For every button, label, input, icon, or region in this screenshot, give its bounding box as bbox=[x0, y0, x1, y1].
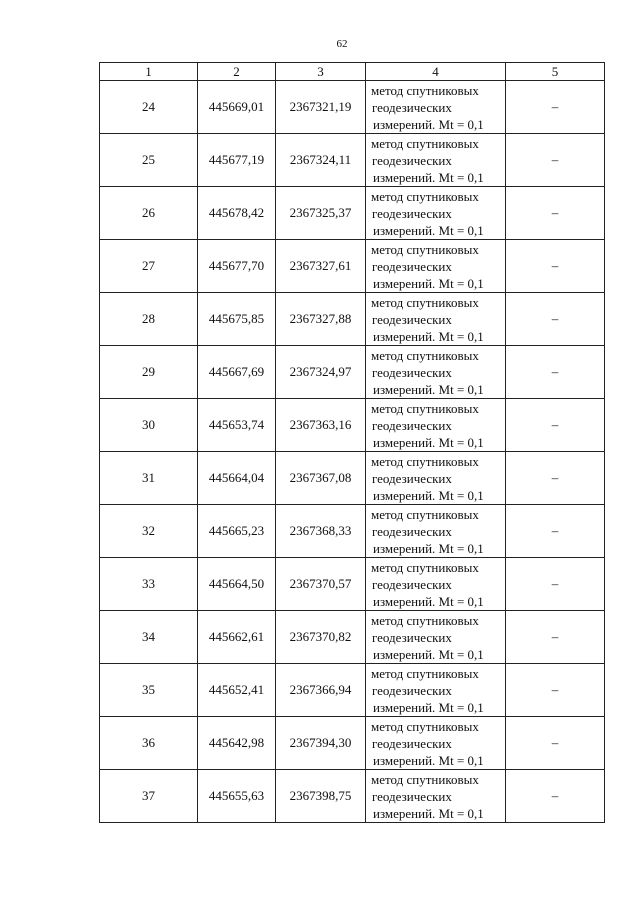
method-line: метод спутниковых bbox=[371, 453, 479, 469]
method-line: геодезических bbox=[372, 682, 452, 698]
y-coordinate-cell: 2367327,61 bbox=[276, 240, 366, 293]
x-coordinate-cell: 445677,19 bbox=[198, 134, 276, 187]
method-line: измерений. Mt = 0,1 bbox=[373, 540, 484, 556]
method-line: измерений. Mt = 0,1 bbox=[373, 381, 484, 397]
table-body bbox=[100, 81, 605, 823]
note-cell: – bbox=[506, 664, 605, 717]
method-cell bbox=[366, 293, 506, 346]
method-line: метод спутниковых bbox=[371, 506, 479, 522]
method-cell bbox=[366, 346, 506, 399]
header-row bbox=[100, 63, 605, 81]
x-coordinate-cell: 445675,85 bbox=[198, 293, 276, 346]
y-coordinate-cell: 2367366,94 bbox=[276, 664, 366, 717]
y-coordinate-cell: 2367398,75 bbox=[276, 770, 366, 823]
x-coordinate-cell: 445652,41 bbox=[198, 664, 276, 717]
method-line: геодезических bbox=[372, 470, 452, 486]
method-cell bbox=[366, 452, 506, 505]
method-cell bbox=[366, 611, 506, 664]
table-row bbox=[100, 558, 605, 611]
header-cell-1: 1 bbox=[100, 63, 198, 81]
method-line: измерений. Mt = 0,1 bbox=[373, 699, 484, 715]
note-cell: – bbox=[506, 452, 605, 505]
method-line: метод спутниковых bbox=[371, 400, 479, 416]
method-cell bbox=[366, 399, 506, 452]
point-number-cell: 36 bbox=[100, 717, 198, 770]
table-row bbox=[100, 399, 605, 452]
point-number-cell: 26 bbox=[100, 187, 198, 240]
method-line: измерений. Mt = 0,1 bbox=[373, 275, 484, 291]
y-coordinate-cell: 2367394,30 bbox=[276, 717, 366, 770]
point-number-cell: 30 bbox=[100, 399, 198, 452]
method-line: геодезических bbox=[372, 311, 452, 327]
note-cell: – bbox=[506, 293, 605, 346]
method-line: геодезических bbox=[372, 523, 452, 539]
header-cell-3: 3 bbox=[276, 63, 366, 81]
table-row bbox=[100, 240, 605, 293]
table-header bbox=[100, 63, 605, 81]
method-line: метод спутниковых bbox=[371, 718, 479, 734]
method-line: геодезических bbox=[372, 788, 452, 804]
header-cell-4: 4 bbox=[366, 63, 506, 81]
header-cell-5: 5 bbox=[506, 63, 605, 81]
method-cell bbox=[366, 558, 506, 611]
method-line: геодезических bbox=[372, 629, 452, 645]
method-line: геодезических bbox=[372, 258, 452, 274]
method-line: метод спутниковых bbox=[371, 241, 479, 257]
x-coordinate-cell: 445662,61 bbox=[198, 611, 276, 664]
method-line: геодезических bbox=[372, 205, 452, 221]
x-coordinate-cell: 445669,01 bbox=[198, 81, 276, 134]
note-cell: – bbox=[506, 717, 605, 770]
point-number-cell: 24 bbox=[100, 81, 198, 134]
method-line: геодезических bbox=[372, 576, 452, 592]
method-line: геодезических bbox=[372, 417, 452, 433]
note-cell: – bbox=[506, 240, 605, 293]
x-coordinate-cell: 445665,23 bbox=[198, 505, 276, 558]
note-cell: – bbox=[506, 187, 605, 240]
table-row bbox=[100, 664, 605, 717]
method-line: метод спутниковых bbox=[371, 771, 479, 787]
point-number-cell: 37 bbox=[100, 770, 198, 823]
x-coordinate-cell: 445642,98 bbox=[198, 717, 276, 770]
y-coordinate-cell: 2367324,97 bbox=[276, 346, 366, 399]
note-cell: – bbox=[506, 611, 605, 664]
method-line: измерений. Mt = 0,1 bbox=[373, 752, 484, 768]
table-row bbox=[100, 611, 605, 664]
y-coordinate-cell: 2367327,88 bbox=[276, 293, 366, 346]
method-line: метод спутниковых bbox=[371, 559, 479, 575]
x-coordinate-cell: 445667,69 bbox=[198, 346, 276, 399]
method-line: метод спутниковых bbox=[371, 294, 479, 310]
x-coordinate-cell: 445653,74 bbox=[198, 399, 276, 452]
method-line: метод спутниковых bbox=[371, 135, 479, 151]
table-row bbox=[100, 346, 605, 399]
method-line: измерений. Mt = 0,1 bbox=[373, 328, 484, 344]
method-line: геодезических bbox=[372, 152, 452, 168]
method-line: измерений. Mt = 0,1 bbox=[373, 805, 484, 821]
table-row bbox=[100, 452, 605, 505]
y-coordinate-cell: 2367370,82 bbox=[276, 611, 366, 664]
note-cell: – bbox=[506, 346, 605, 399]
point-number-cell: 35 bbox=[100, 664, 198, 717]
table-row bbox=[100, 293, 605, 346]
method-cell bbox=[366, 717, 506, 770]
table-row bbox=[100, 187, 605, 240]
method-line: измерений. Mt = 0,1 bbox=[373, 646, 484, 662]
method-cell bbox=[366, 505, 506, 558]
x-coordinate-cell: 445664,50 bbox=[198, 558, 276, 611]
y-coordinate-cell: 2367363,16 bbox=[276, 399, 366, 452]
method-line: геодезических bbox=[372, 364, 452, 380]
header-cell-2: 2 bbox=[198, 63, 276, 81]
point-number-cell: 28 bbox=[100, 293, 198, 346]
method-line: метод спутниковых bbox=[371, 347, 479, 363]
point-number-cell: 29 bbox=[100, 346, 198, 399]
method-line: метод спутниковых bbox=[371, 612, 479, 628]
method-line: измерений. Mt = 0,1 bbox=[373, 434, 484, 450]
note-cell: – bbox=[506, 399, 605, 452]
page-number: 62 bbox=[336, 38, 348, 50]
x-coordinate-cell: 445678,42 bbox=[198, 187, 276, 240]
point-number-cell: 25 bbox=[100, 134, 198, 187]
method-cell bbox=[366, 81, 506, 134]
y-coordinate-cell: 2367324,11 bbox=[276, 134, 366, 187]
method-line: геодезических bbox=[372, 99, 452, 115]
y-coordinate-cell: 2367325,37 bbox=[276, 187, 366, 240]
method-cell bbox=[366, 187, 506, 240]
y-coordinate-cell: 2367321,19 bbox=[276, 81, 366, 134]
method-cell bbox=[366, 134, 506, 187]
x-coordinate-cell: 445677,70 bbox=[198, 240, 276, 293]
method-line: геодезических bbox=[372, 735, 452, 751]
method-cell bbox=[366, 240, 506, 293]
point-number-cell: 33 bbox=[100, 558, 198, 611]
point-number-cell: 27 bbox=[100, 240, 198, 293]
y-coordinate-cell: 2367368,33 bbox=[276, 505, 366, 558]
x-coordinate-cell: 445664,04 bbox=[198, 452, 276, 505]
note-cell: – bbox=[506, 81, 605, 134]
point-number-cell: 31 bbox=[100, 452, 198, 505]
table-row bbox=[100, 717, 605, 770]
method-line: метод спутниковых bbox=[371, 82, 479, 98]
y-coordinate-cell: 2367370,57 bbox=[276, 558, 366, 611]
coordinates-table bbox=[99, 62, 605, 823]
method-line: измерений. Mt = 0,1 bbox=[373, 222, 484, 238]
method-cell bbox=[366, 770, 506, 823]
note-cell: – bbox=[506, 770, 605, 823]
method-line: измерений. Mt = 0,1 bbox=[373, 593, 484, 609]
x-coordinate-cell: 445655,63 bbox=[198, 770, 276, 823]
method-cell bbox=[366, 664, 506, 717]
method-line: измерений. Mt = 0,1 bbox=[373, 169, 484, 185]
point-number-cell: 32 bbox=[100, 505, 198, 558]
table-row bbox=[100, 505, 605, 558]
table-row bbox=[100, 770, 605, 823]
method-line: метод спутниковых bbox=[371, 188, 479, 204]
note-cell: – bbox=[506, 505, 605, 558]
method-line: измерений. Mt = 0,1 bbox=[373, 116, 484, 132]
note-cell: – bbox=[506, 134, 605, 187]
table-row bbox=[100, 134, 605, 187]
note-cell: – bbox=[506, 558, 605, 611]
method-line: метод спутниковых bbox=[371, 665, 479, 681]
method-line: измерений. Mt = 0,1 bbox=[373, 487, 484, 503]
point-number-cell: 34 bbox=[100, 611, 198, 664]
y-coordinate-cell: 2367367,08 bbox=[276, 452, 366, 505]
table-row bbox=[100, 81, 605, 134]
